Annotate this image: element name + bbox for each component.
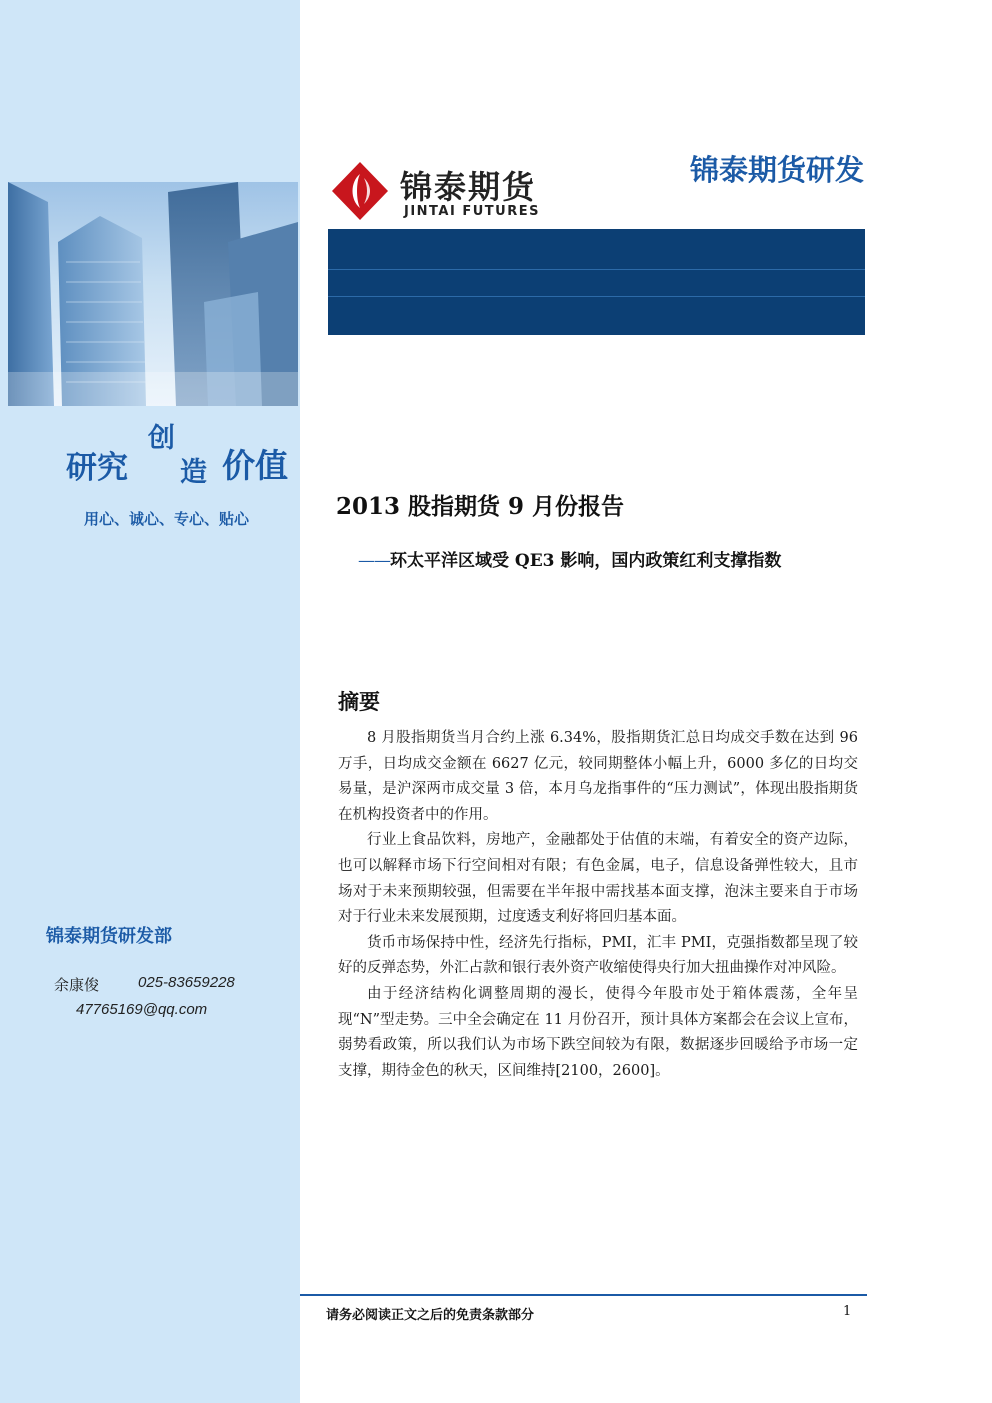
skyscraper-image bbox=[8, 182, 298, 406]
abstract-body bbox=[338, 726, 858, 1084]
skyscraper-illustration bbox=[8, 182, 298, 406]
subtitle-text: 环太平洋区域受 QE3 影响，国内政策红利支撑指数 bbox=[390, 551, 782, 571]
logo-mark-icon bbox=[330, 160, 390, 222]
abstract-paragraph: 货币市场保持中性，经济先行指标，PMI，汇丰 PMI，克强指数都呈现了较好的反弹态势，外汇占款和银行表外资产收缩使得央行加大扭曲操作对冲风险。 bbox=[338, 934, 858, 977]
abstract-paragraph: 8 月股指期货当月合约上涨 6.34%，股指期货汇总日均成交手数在达到 96 万手，日均成交金额在 6627 亿元，较同期整体小幅上升，6000 多亿的日均交易量，是沪深两市成交量 3 倍，本月乌龙指事件的“压力测试”，体现出股指期货在机构投资者中的作用。 bbox=[338, 730, 858, 823]
banner-divider bbox=[328, 296, 865, 297]
left-sidebar bbox=[0, 0, 300, 1403]
contact-phone: 025-83659228 bbox=[138, 974, 235, 991]
contact-email[interactable]: 47765169@qq.com bbox=[76, 1001, 208, 1018]
abstract-paragraph: 行业上食品饮料，房地产，金融都处于估值的末端，有着安全的资产边际，也可以解释市场下行空间相对有限；有色金属，电子，信息设备弹性较大，且市场对于未来预期较强，但需要在半年报中需找基本面支撑，泡沫主要来自于市场对于行业未来发展预期，过度透支利好将回归基本面。 bbox=[338, 832, 858, 926]
header-banner bbox=[328, 229, 865, 335]
abstract-paragraph: 由于经济结构化调整周期的漫长，使得今年股市处于箱体震荡，全年呈现“N”型走势。三中全会确定在 11 月份召开，预计具体方案都会在会议上宣布，弱势看政策，所以我们认为市场下跌空间较为有限，数据逐步回暖给予市场一定支撑，期待金色的秋天，区间维持[2100，2600]。 bbox=[338, 985, 858, 1079]
slogan-research: 研究 bbox=[66, 450, 128, 486]
report-title: 2013 股指期货 9 月份报告 bbox=[336, 493, 625, 520]
slogan bbox=[66, 416, 300, 486]
brand-heading: 锦泰期货研发 bbox=[689, 153, 864, 187]
subtitle-dash: —— bbox=[358, 551, 390, 571]
page-number: 1 bbox=[843, 1304, 852, 1319]
footer-divider bbox=[300, 1294, 867, 1296]
logo-chinese: 锦泰期货 bbox=[400, 168, 537, 206]
banner-divider bbox=[328, 269, 865, 270]
contact-name: 余康俊 bbox=[54, 976, 100, 994]
slogan-create-2: 造 bbox=[180, 457, 207, 488]
disclaimer-note: 请务必阅读正文之后的免责条款部分 bbox=[326, 1308, 535, 1323]
slogan-value: 价值 bbox=[222, 446, 288, 485]
motto: 用心、诚心、专心、贴心 bbox=[84, 510, 250, 528]
logo-english: JINTAI FUTURES bbox=[404, 204, 540, 219]
abstract-heading: 摘要 bbox=[338, 689, 380, 714]
department-name: 锦泰期货研发部 bbox=[46, 926, 172, 947]
report-subtitle bbox=[358, 546, 781, 571]
slogan-create-1: 创 bbox=[148, 423, 175, 454]
company-logo bbox=[330, 160, 570, 222]
